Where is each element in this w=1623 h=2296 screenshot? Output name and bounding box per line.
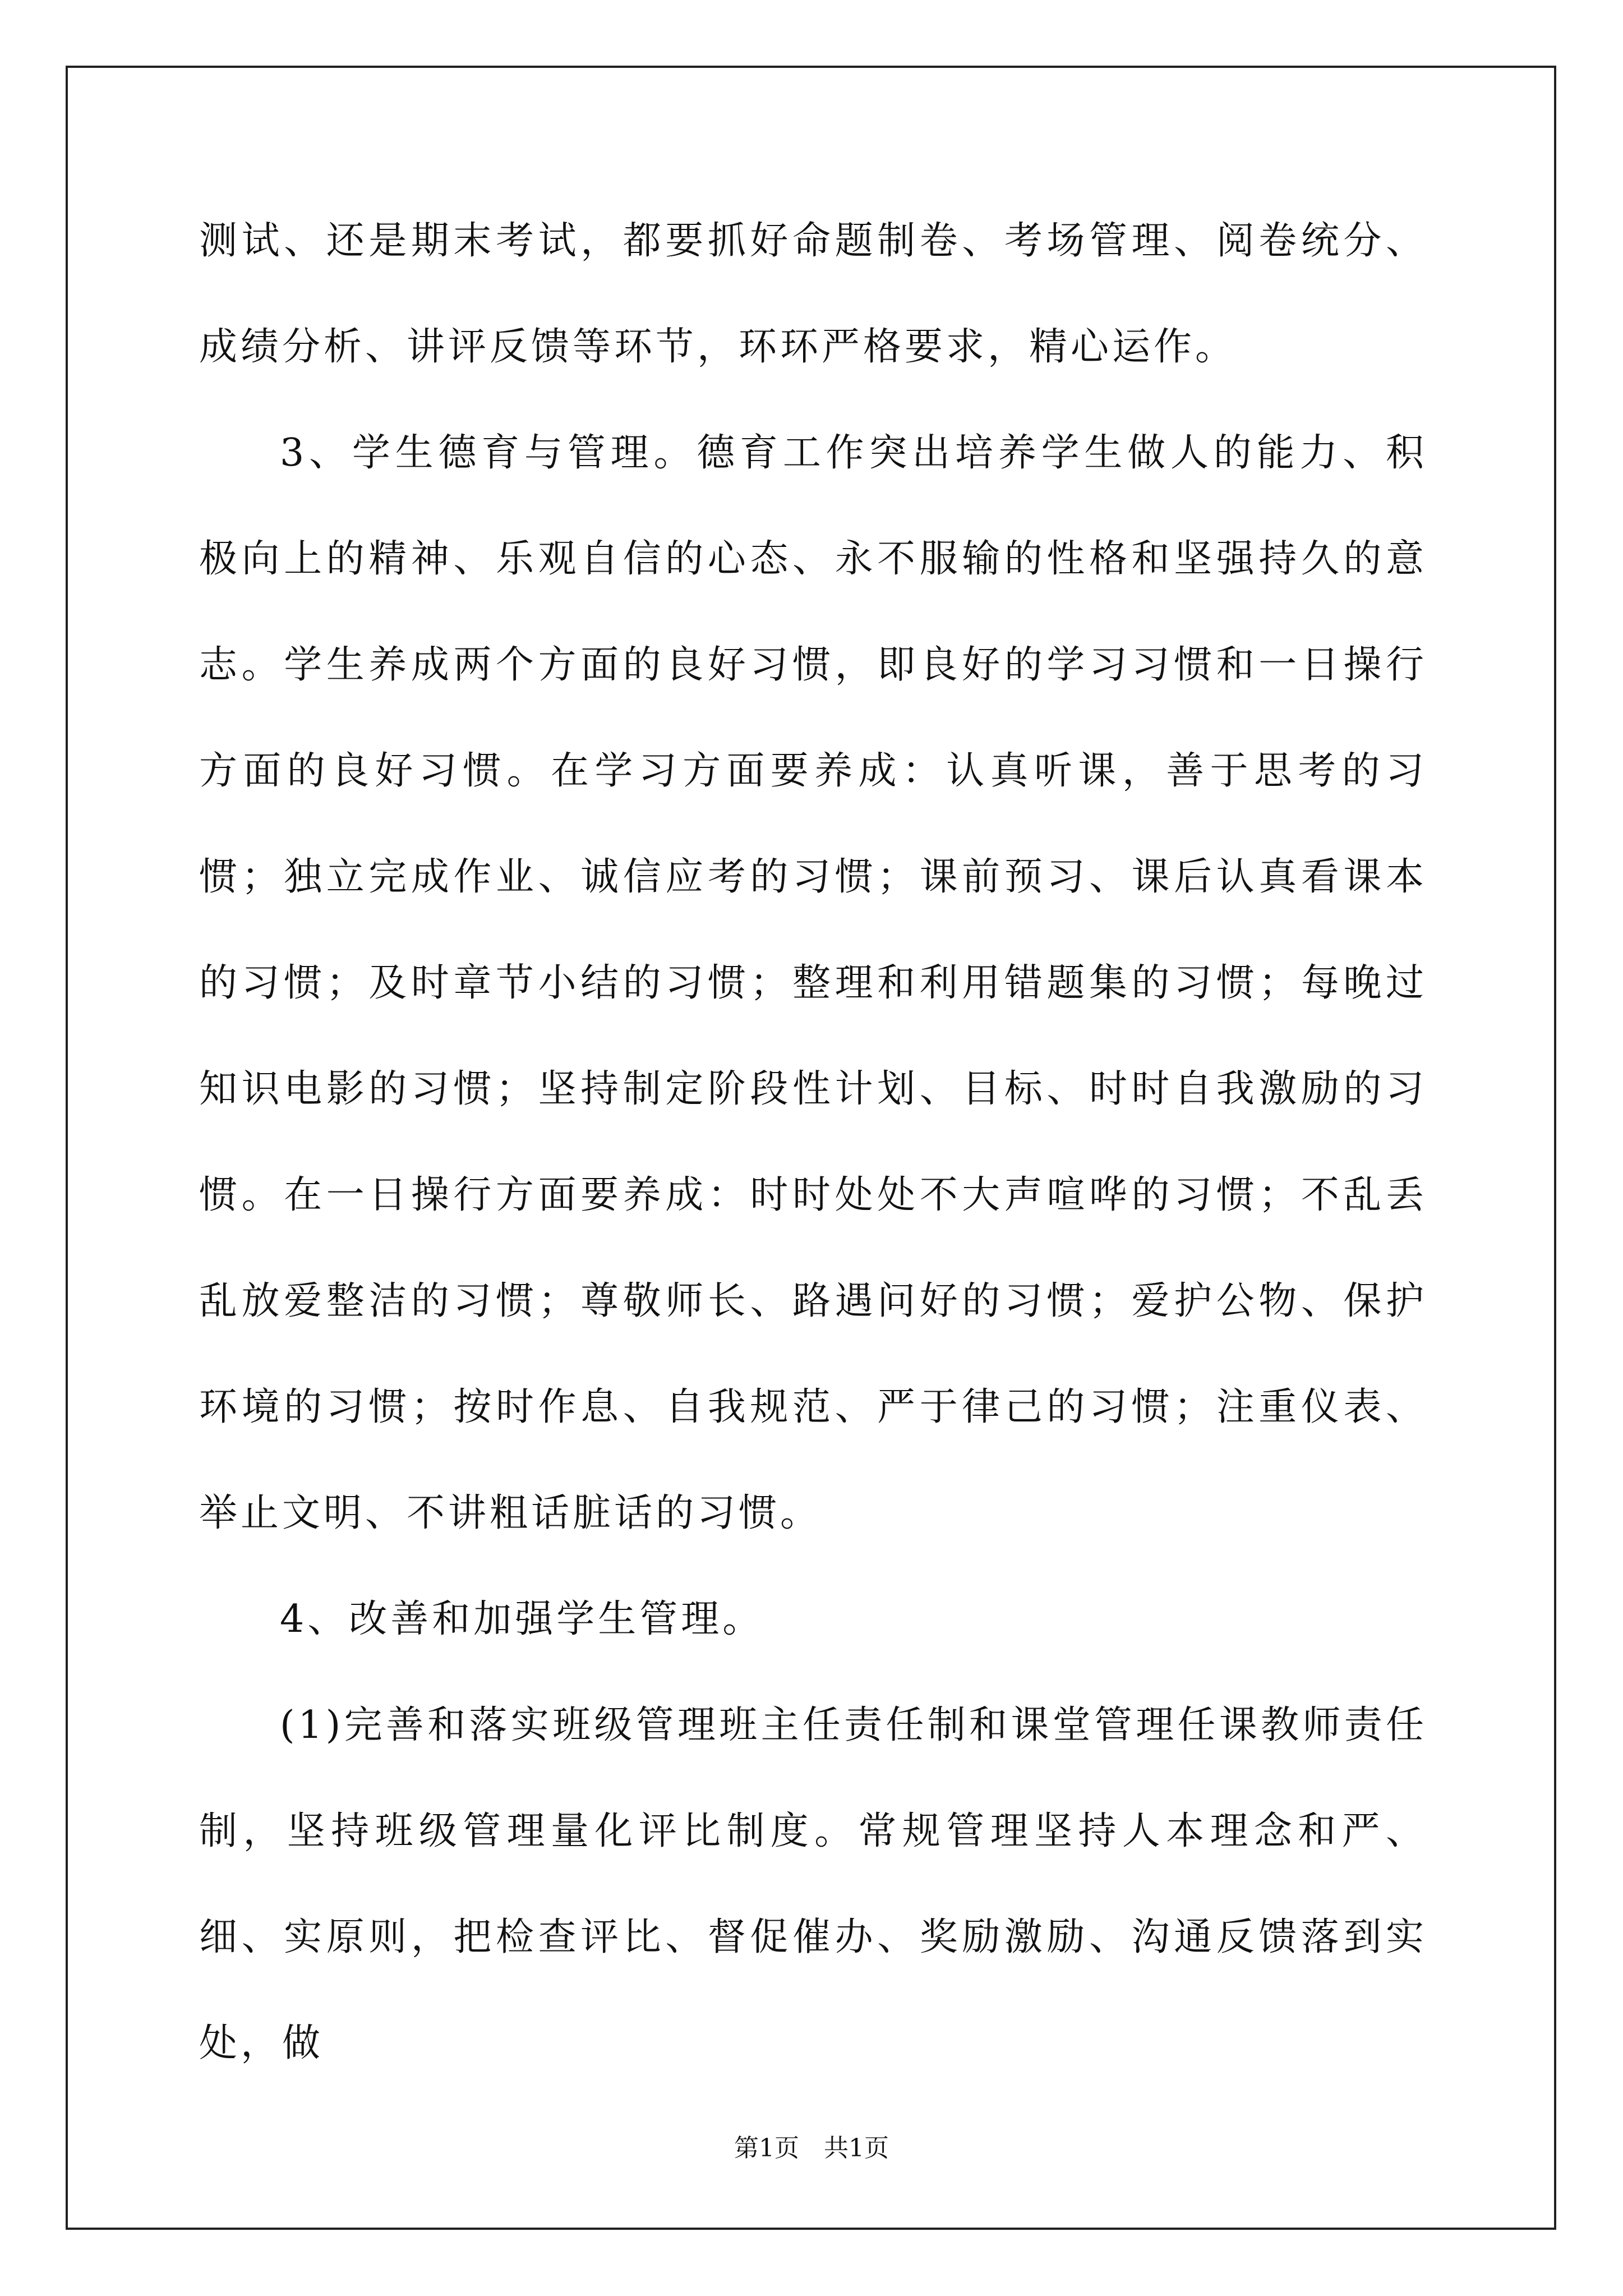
- document-body: [199, 188, 1427, 2096]
- paragraph-1: 测试、还是期末考试，都要抓好命题制卷、考场管理、阅卷统分、成绩分析、讲评反馈等环节，环环严格要求，精心运作。: [199, 219, 1427, 369]
- paragraph-3: 4、改善和加强学生管理。: [280, 1597, 764, 1641]
- paragraph-2: 3、学生德育与管理。德育工作突出培养学生做人的能力、积极向上的精神、乐观自信的心态、永不服输的性格和坚强持久的意志。学生养成两个方面的良好习惯，即良好的学习习惯和一日操行方面的良好习惯。在学习方面要养成：认真听课，善于思考的习惯；独立完成作业、诚信应考的习惯；课前预习、课后认真看课本的习惯；及时章节小结的习惯；整理和利用错题集的习惯；每晚过知识电影的习惯；坚持制定阶段性计划、目标、时时自我激励的习惯。在一日操行方面要养成：时时处处不大声喧哗的习惯；不乱丢乱放爱整洁的习惯；尊敬师长、路遇问好的习惯；爱护公物、保护环境的习惯；按时作息、自我规范、严于律己的习惯；注重仪表、举止文明、不讲粗话脏话的习惯。: [199, 431, 1427, 1535]
- paragraph-4: (1)完善和落实班级管理班主任责任制和课堂管理任课教师责任制，坚持班级管理量化评比制度。常规管理坚持人本理念和严、细、实原则，把检查评比、督促催办、奖励激励、沟通反馈落到实处，做: [199, 1703, 1427, 2065]
- page-number-footer: 第1页 共1页: [734, 2134, 889, 2162]
